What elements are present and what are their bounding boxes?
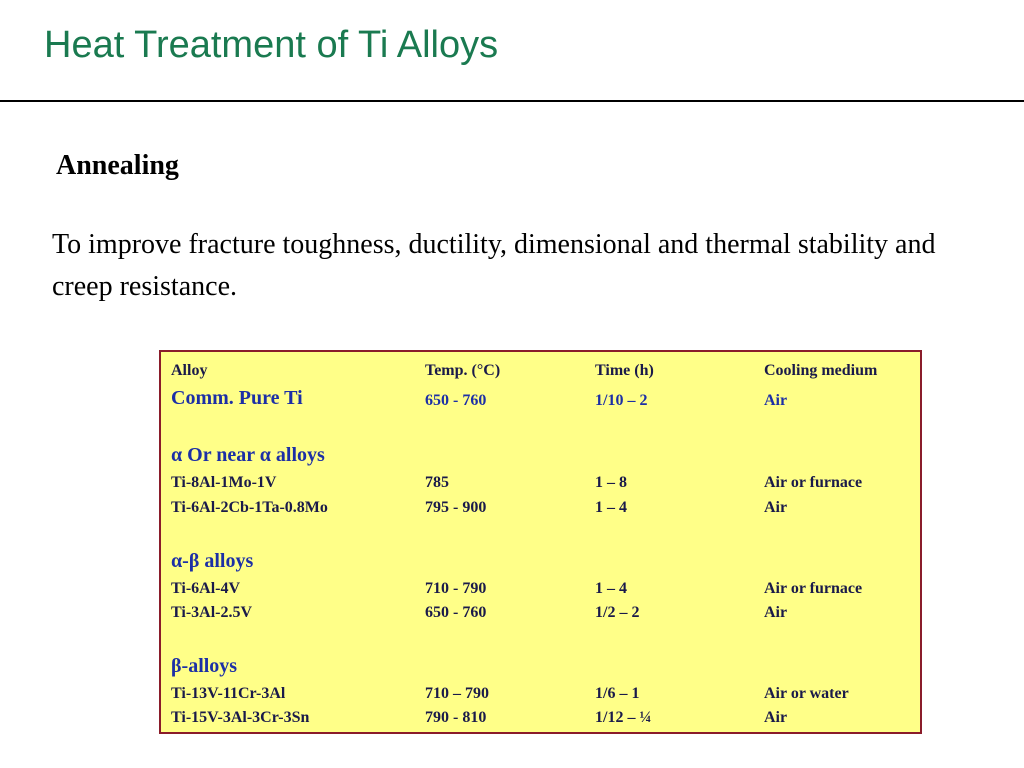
table-row-temp: 650 - 760 bbox=[425, 604, 487, 621]
table-row-temp: 795 - 900 bbox=[425, 499, 487, 516]
group-label-alpha: α Or near α alloys bbox=[171, 444, 325, 466]
table-row-time: 1/2 – 2 bbox=[595, 604, 640, 621]
table-row-alloy: Ti-6Al-4V bbox=[171, 580, 241, 597]
column-header-cooling: Cooling medium bbox=[764, 362, 878, 379]
table-row-temp: 710 - 790 bbox=[425, 580, 487, 597]
table-row-temp: 785 bbox=[425, 474, 449, 491]
group-label-alpha-beta: α-β alloys bbox=[171, 550, 254, 572]
table-row-comm-pure-temp: 650 - 760 bbox=[425, 392, 487, 409]
table-row-alloy: Ti-8Al-1Mo-1V bbox=[171, 474, 277, 491]
column-header-temp: Temp. (°C) bbox=[425, 362, 501, 379]
table-row-cooling: Air or furnace bbox=[764, 474, 863, 491]
table-row-time: 1/6 – 1 bbox=[595, 685, 640, 702]
title-divider bbox=[0, 100, 1024, 102]
annealing-table bbox=[159, 350, 922, 734]
table-row-cooling: Air bbox=[764, 499, 788, 516]
table-row-alloy: Ti-6Al-2Cb-1Ta-0.8Mo bbox=[171, 499, 328, 516]
table-row-time: 1 – 4 bbox=[595, 499, 627, 516]
table-row-comm-pure-time: 1/10 – 2 bbox=[595, 392, 648, 409]
table-row-alloy: Ti-3Al-2.5V bbox=[171, 604, 253, 621]
table-row-temp: 790 - 810 bbox=[425, 709, 487, 726]
table-row-time: 1/12 – ¼ bbox=[595, 709, 652, 726]
table-row-cooling: Air bbox=[764, 709, 788, 726]
table-row-time: 1 – 4 bbox=[595, 580, 627, 597]
table-row-cooling: Air or furnace bbox=[764, 580, 863, 597]
table-row-cooling: Air bbox=[764, 604, 788, 621]
column-header-time: Time (h) bbox=[595, 362, 654, 379]
table-row-alloy: Ti-15V-3Al-3Cr-3Sn bbox=[171, 709, 310, 726]
slide-title: Heat Treatment of Ti Alloys bbox=[44, 24, 499, 66]
table-row-alloy: Ti-13V-11Cr-3Al bbox=[171, 685, 286, 702]
column-header-alloy: Alloy bbox=[171, 362, 208, 379]
table-row-comm-pure-name: Comm. Pure Ti bbox=[171, 387, 303, 409]
table-row-comm-pure-cooling: Air bbox=[764, 392, 788, 409]
table-row-cooling: Air or water bbox=[764, 685, 849, 702]
table-row-time: 1 – 8 bbox=[595, 474, 627, 491]
body-paragraph: To improve fracture toughness, ductility, dimensional and thermal stability and creep resistance. bbox=[52, 229, 936, 302]
group-label-beta: β-alloys bbox=[171, 655, 238, 677]
section-heading: Annealing bbox=[56, 150, 179, 181]
table-row-temp: 710 – 790 bbox=[425, 685, 489, 702]
